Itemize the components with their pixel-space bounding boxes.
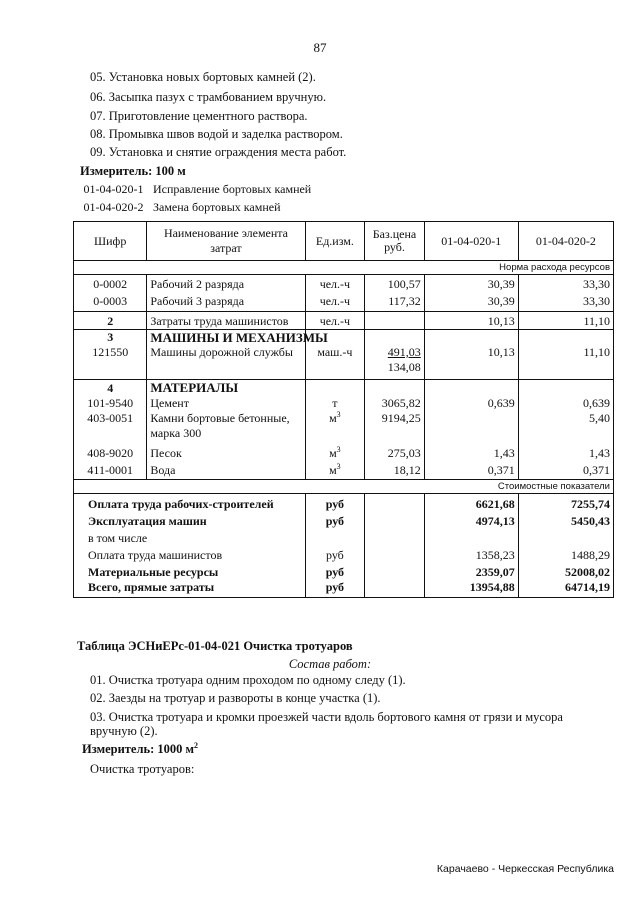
table-row: 121550 Машины дорожной службы маш.-ч 491,03 134,08 10,13 11,10 (74, 345, 614, 380)
table-row: 101-9540 Цемент т 3065,82 0,639 0,639 (74, 396, 614, 411)
totals-row: Эксплуатация машин руб 4974,13 5450,43 (74, 512, 614, 529)
work-step: вручную (2). (90, 724, 158, 738)
work-step: 05. Установка новых бортовых камней (2). (90, 70, 316, 84)
table-row: 403-0051 Камни бортовые бетонные, марка 300 $м^3$ 9194,25 5,40 (74, 411, 614, 441)
work-step: 08. Промывка швов водой и заделка раствором. (90, 127, 343, 141)
work-step: 06. Засыпка пазух с трамбованием вручную. (90, 90, 327, 104)
page-number: 87 (313, 40, 327, 55)
table-row: 4 МАТЕРИАЛЫ (74, 380, 614, 397)
header-col2: 01-04-020-2 (518, 222, 613, 261)
work-step: 01. Очистка тротуара одним проходом по одному следу (1). (90, 673, 406, 687)
header-code: Шифр (74, 222, 147, 261)
table-row: 3 МАШИНЫ И МЕХАНИЗМЫ (74, 330, 614, 346)
final-line: Очистка тротуаров: (90, 762, 195, 776)
code-entry (77, 182, 311, 197)
table-row: 408-9020 Песок $м^3$ 275,03 1,43 1,43 (74, 441, 614, 461)
header-price: Баз.цена руб. (365, 222, 425, 261)
code-id: 01-04-020-2 (83, 200, 144, 214)
table-row: 2 Затраты труда машинистов чел.-ч 10,13 11,10 (74, 312, 614, 330)
header-name: Наименование элемента затрат (147, 222, 305, 261)
code-entry (77, 200, 281, 215)
measure-unit: Измеритель: 100 м (80, 164, 186, 178)
totals-row: Материальные ресурсы руб 2359,07 52008,02 (74, 563, 614, 580)
code-name: Исправление бортовых камней (153, 182, 312, 196)
table-title: Таблица ЭСНиЕРс-01-04-021 Очистка тротуаров (77, 639, 353, 653)
header-unit: Ед.изм. (305, 222, 365, 261)
work-step: 07. Приготовление цементного раствора. (90, 109, 308, 123)
work-step: 03. Очистка тротуара и кромки проезжей части вдоль бортового камня от грязи и мусора (90, 710, 563, 724)
totals-row: Оплата труда рабочих-строителей руб 6621,68 7255,74 (74, 494, 614, 513)
work-step: 09. Установка и снятие ограждения места работ. (90, 145, 347, 159)
table-row: 0-0002 Рабочий 2 разряда чел.-ч 100,57 30,39 33,30 (74, 275, 614, 293)
totals-row: в том числе (74, 529, 614, 546)
code-id: 01-04-020-1 (83, 182, 144, 196)
norm-caption: Норма расхода ресурсов (74, 261, 614, 275)
table-row: 411-0001 Вода $м^3$ 18,12 0,371 0,371 (74, 461, 614, 480)
measure-unit-2: Измеритель: 1000 $м^2$ (82, 740, 199, 756)
totals-row: Оплата труда машинистов руб 1358,23 1488,29 (74, 546, 614, 563)
totals-row: Всего, прямые затраты руб 13954,88 64714,19 (74, 580, 614, 598)
table-row: 0-0003 Рабочий 3 разряда чел.-ч 117,32 30,39 33,30 (74, 292, 614, 312)
cost-caption: Стоимостные показатели (74, 480, 614, 494)
composition-title: Состав работ: (288, 657, 372, 671)
code-name: Замена бортовых камней (153, 200, 281, 214)
resource-table (73, 221, 614, 598)
footer-region: Карачаево - Черкесская Республика (436, 863, 614, 875)
work-step: 02. Заезды на тротуар и развороты в конце участка (1). (90, 691, 381, 705)
header-col1: 01-04-020-1 (424, 222, 518, 261)
